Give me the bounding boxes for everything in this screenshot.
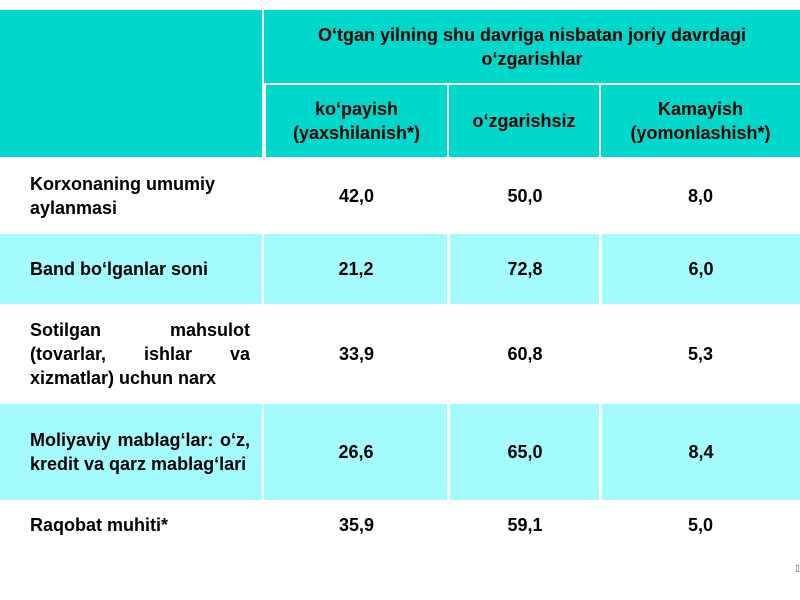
header-col-decrease-text: Kamayish (yomonlashish*) <box>630 99 771 143</box>
row-label-text: Korxonaning umumiy aylanmasi <box>30 173 216 218</box>
cell-decrease: 5,0 <box>687 515 714 535</box>
cell-increase: 33,9 <box>338 344 375 364</box>
cell-nochange: 59,1 <box>507 515 543 535</box>
cell-decrease: 6,0 <box>602 234 800 304</box>
cell-increase: 35,9 <box>338 515 375 535</box>
row-label <box>0 157 262 234</box>
header-group-title-text: O‘tgan yilning shu davriga nisbatan joriy davrdagi o‘zgarishlar <box>317 24 747 69</box>
corner-marker: ▯ <box>795 563 800 573</box>
grid-line <box>264 83 800 85</box>
cell-increase: 26,6 <box>264 404 448 500</box>
row-label <box>0 500 262 550</box>
header-col-decrease <box>601 85 800 157</box>
row-label-text: Moliyaviy mablag‘lar: o‘z, kredit va qarz mablag‘lari <box>30 430 250 474</box>
grid-line <box>447 85 449 500</box>
row-label <box>0 304 262 404</box>
row-label-text: Raqobat muhiti* <box>30 515 168 535</box>
cell-decrease: 8,4 <box>602 404 800 500</box>
cell-increase: 42,0 <box>338 185 375 206</box>
cell-nochange: 50,0 <box>507 185 543 206</box>
header-col-increase-text: ko‘payish (yaxshilanish*) <box>292 99 421 143</box>
header-col-increase <box>266 85 447 157</box>
cell-decrease: 8,0 <box>687 185 714 206</box>
cell-nochange: 60,8 <box>507 344 543 364</box>
cell-nochange: 65,0 <box>450 404 600 500</box>
cell-nochange: 72,8 <box>450 234 600 304</box>
header-col-nochange <box>449 85 599 157</box>
header-corner-cell <box>0 10 262 157</box>
header-col-nochange-text: o‘zgarishsiz <box>472 111 576 131</box>
cell-increase: 21,2 <box>264 234 448 304</box>
grid-line <box>599 85 601 500</box>
cell-decrease: 5,3 <box>687 344 714 364</box>
row-label-text: Band bo‘lganlar soni <box>30 259 209 279</box>
row-label-text: Sotilgan mahsulot (tovarlar, ishlar va xizmatlar) uchun narx <box>30 320 250 388</box>
header-group-title <box>264 10 800 83</box>
row-label <box>0 404 262 500</box>
row-label <box>0 234 262 304</box>
